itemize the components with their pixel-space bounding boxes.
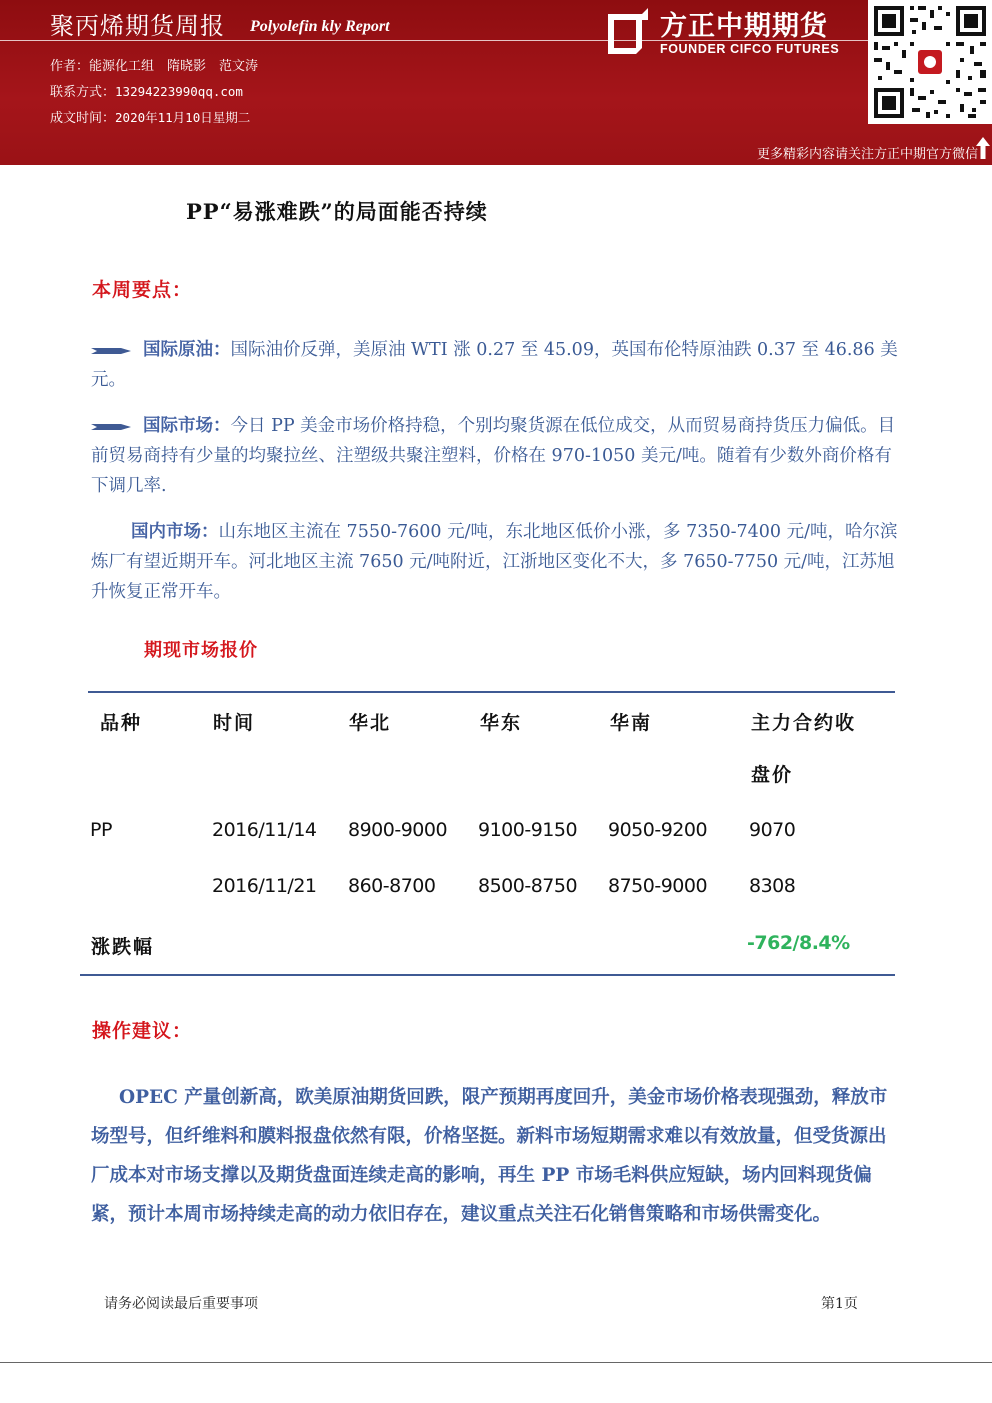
table-cell: 8308 — [749, 875, 796, 897]
contact-line — [50, 81, 243, 100]
weekly-points-heading: 本周要点： — [92, 279, 193, 301]
footer-disclaimer: 请务必阅读最后重要事项 — [104, 1296, 258, 1312]
table-cell: 860-8700 — [348, 875, 436, 897]
contact-label: 联系方式： — [50, 85, 116, 100]
table-cell: 2016/11/14 — [212, 819, 317, 841]
footer-divider — [0, 1362, 992, 1363]
up-arrow-icon — [976, 137, 990, 159]
table-cell: PP — [90, 819, 112, 841]
contact-value: 13294223990qq.com — [115, 84, 243, 99]
quote-table-heading: 期现市场报价 — [144, 640, 258, 661]
table-cell: 8900-9000 — [348, 819, 448, 841]
header-north: 华北 — [349, 712, 392, 734]
wechat-follow-note: 更多精彩内容请关注方正中期官方微信 — [756, 147, 978, 162]
table-cell: 9070 — [749, 819, 796, 841]
table-top-rule — [88, 691, 895, 693]
domestic-market-text: 山东地区主流在 7550-7600 元/吨，东北地区低价小涨，多 7350-7400 元/吨，哈尔滨炼厂有望近期开车。河北地区主流 7650 元/吨附近，江浙地区变化不大，多 7650-7750 元/吨，江苏旭升恢复正常开车。 — [91, 522, 898, 602]
founder-logo-icon — [604, 6, 650, 56]
header-east: 华东 — [480, 712, 523, 734]
domestic-market-paragraph — [91, 517, 903, 607]
report-title: 聚丙烯期货周报 — [50, 12, 225, 40]
author-label: 作者： — [50, 59, 90, 74]
author-line — [50, 55, 258, 74]
brand-name-en: FOUNDER CIFCO FUTURES — [660, 42, 840, 56]
intl-oil-label: 国际原油： — [143, 340, 231, 360]
header-close-line2: 盘价 — [751, 764, 794, 786]
header-time: 时间 — [213, 712, 256, 734]
table-cell: 2016/11/21 — [212, 875, 317, 897]
arrow-bullet-icon — [91, 346, 131, 356]
header-close-line1: 主力合约收 — [751, 712, 857, 734]
brand-logo — [604, 4, 860, 60]
date-label: 成文时间： — [50, 111, 116, 126]
change-label: 涨跌幅 — [91, 936, 155, 958]
date-value: 2020年11月10日星期二 — [115, 110, 251, 125]
header-south: 华南 — [610, 712, 653, 734]
table-cell: 9100-9150 — [478, 819, 578, 841]
intl-oil-paragraph — [91, 335, 903, 395]
table-cell: 8750-9000 — [608, 875, 708, 897]
intl-market-text: 今日 PP 美金市场价格持稳，个别均聚货源在低位成交，从而贸易商持货压力偏低。目前贸易商持有少量的均聚拉丝、注塑级共聚注塑料，价格在 970-1050 美元/吨。随着有少数外商价格有下调几率. — [91, 416, 896, 496]
arrow-bullet-icon — [91, 422, 131, 432]
document-title: PP“易涨难跌”的局面能否持续 — [186, 199, 488, 224]
intl-oil-text: 国际油价反弹，美原油 WTI 涨 0.27 至 45.09，英国布伦特原油跌 0.37 至 46.86 美元。 — [91, 340, 898, 390]
intl-market-label: 国际市场： — [143, 416, 231, 436]
report-subtitle: Polyolefin kly Report — [250, 18, 390, 35]
table-cell: 9050-9200 — [608, 819, 708, 841]
brand-name-cn: 方正中期期货 — [660, 11, 828, 42]
report-header — [0, 0, 992, 165]
wechat-qr-code — [868, 0, 992, 124]
domestic-market-label: 国内市场： — [131, 522, 219, 542]
change-value: -762/8.4% — [747, 932, 850, 954]
intl-market-paragraph — [91, 411, 903, 501]
advice-paragraph: OPEC 产量创新高，欧美原油期货回跌，限产预期再度回升，美金市场价格表现强劲，释放市场型号，但纤维料和膜料报盘依然有限，价格坚挺。新料市场短期需求难以有效放量，但受货源出厂成本对市场支撑以及期货盘面连续走高的影响，再生 PP 市场毛料供应短缺，场内回料现货偏紧，预计本周市场持续走高的动力依旧存在，建议重点关注石化销售策略和市场供需变化。 — [91, 1087, 888, 1225]
table-cell: 8500-8750 — [478, 875, 578, 897]
advice-heading: 操作建议： — [92, 1020, 193, 1042]
author-value: 能源化工组 隋晓影 范文涛 — [89, 59, 259, 74]
page-number: 第1页 — [821, 1296, 858, 1312]
header-variety: 品种 — [100, 712, 143, 734]
qr-code-icon — [868, 0, 992, 124]
table-bottom-rule — [80, 974, 895, 976]
date-line — [50, 107, 250, 126]
